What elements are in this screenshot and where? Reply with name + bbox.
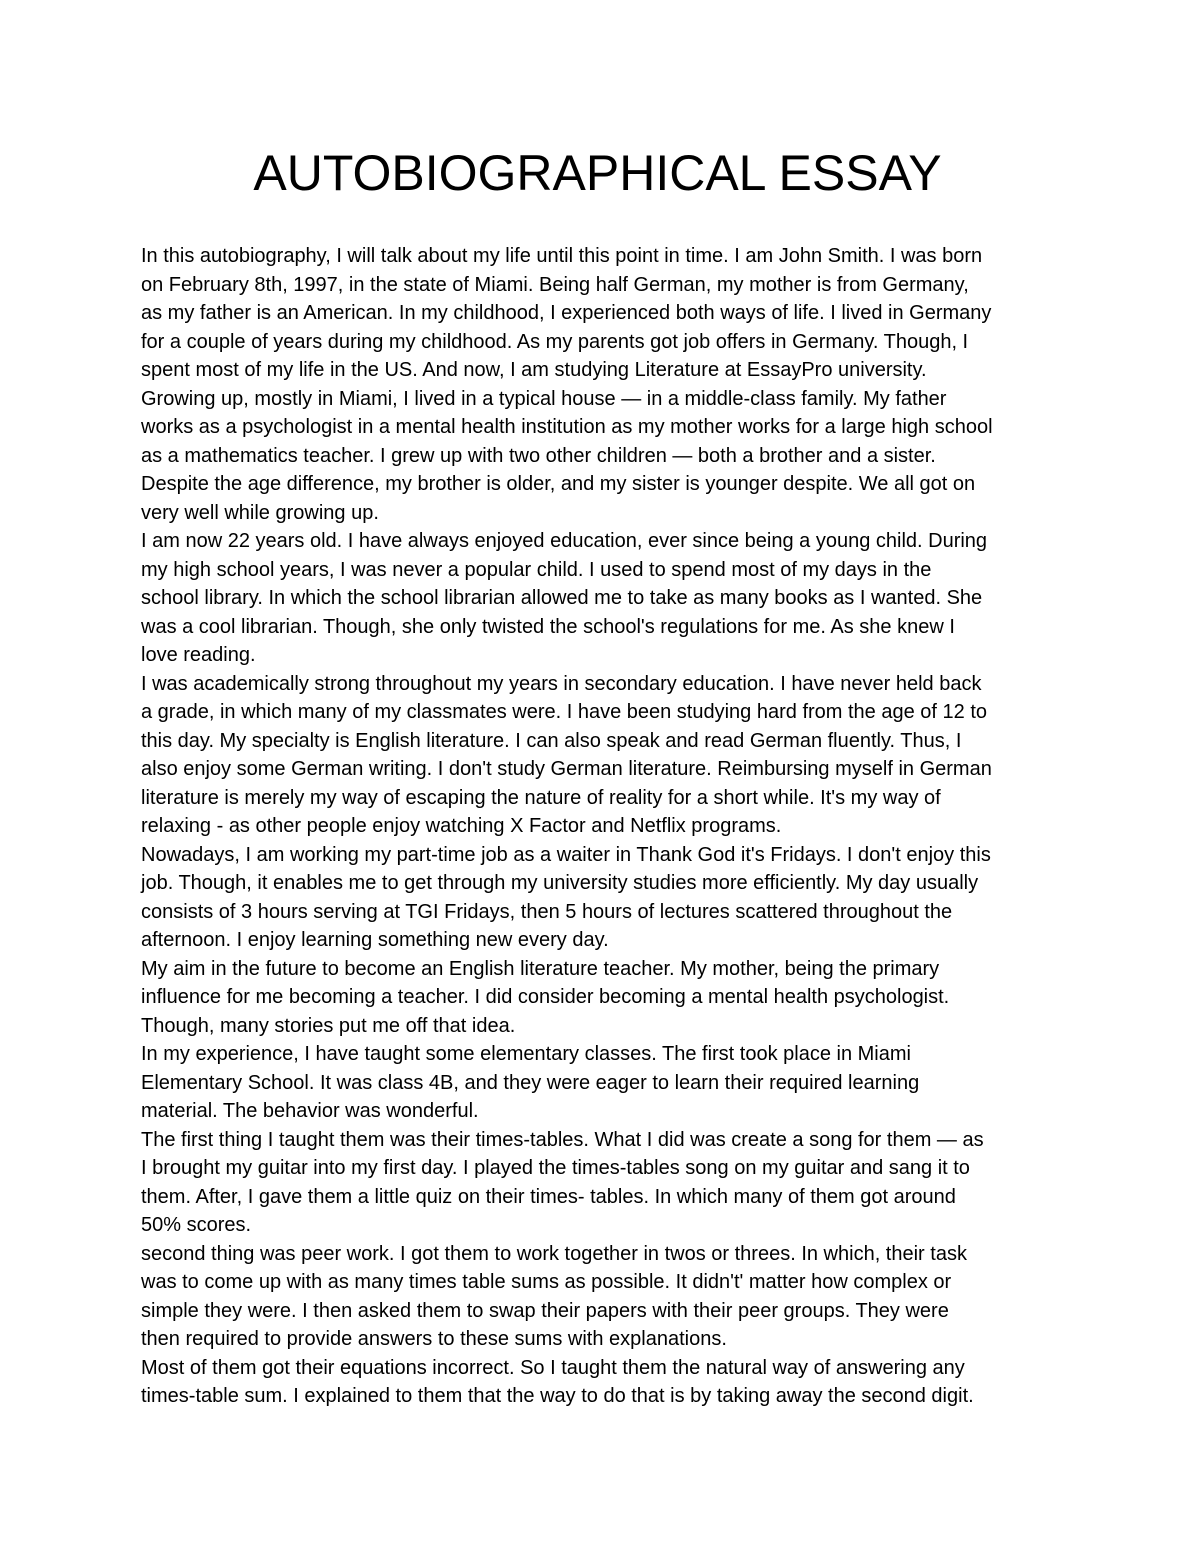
paragraph-line: My aim in the future to become an English literature teacher. My mother, being the primary [141,957,940,980]
paragraph-line: Elementary School. It was class 4B, and they were eager to learn their required learning [141,1071,920,1094]
paragraph-line: I brought my guitar into my first day. I played the times-tables song on my guitar and sang it to [141,1157,970,1179]
essay-paragraph [141,1040,1071,1126]
essay-paragraph [141,955,1071,1041]
paragraph-line: afternoon. I enjoy learning something new every day. [141,929,609,951]
essay-body [141,242,1071,1411]
essay-paragraph [141,841,1071,955]
paragraph-line: them. After, I gave them a little quiz on their times- tables. In which many of them got around [141,1185,956,1208]
essay-paragraph [141,527,1071,670]
paragraph-line: Despite the age difference, my brother is older, and my sister is younger despite. We all got on [141,473,976,495]
paragraph-line: on February 8th, 1997, in the state of Miami. Being half German, my mother is from Germany, [141,273,969,296]
paragraph-line: Most of them got their equations incorrect. So I taught them the natural way of answering any [141,1356,965,1379]
paragraph-line: The first thing I taught them was their times-tables. What I did was create a song for them — as [141,1128,984,1151]
essay-paragraph [141,1354,1071,1411]
paragraph-line: Nowadays, I am working my part-time job as a waiter in Thank God it's Fridays. I don't enjoy this [141,843,991,866]
paragraph-line: very well while growing up. [141,501,379,524]
paragraph-line: simple they were. I then asked them to swap their papers with their peer groups. They were [141,1299,949,1322]
paragraph-line: I am now 22 years old. I have always enjoyed education, ever since being a young child. During [141,530,988,552]
paragraph-line: In this autobiography, I will talk about my life until this point in time. I am John Smith. I was born [141,245,983,267]
paragraph-line: for a couple of years during my childhood. As my parents got job offers in Germany. Though, I [141,330,969,353]
paragraph-line: Growing up, mostly in Miami, I lived in a typical house — in a middle-class family. My father [141,387,947,410]
paragraph-line: consists of 3 hours serving at TGI Fridays, then 5 hours of lectures scattered throughout the [141,900,953,923]
paragraph-line: also enjoy some German writing. I don't study German literature. Reimbursing myself in German [141,758,992,780]
paragraph-line: love reading. [141,644,256,666]
essay-paragraph [141,242,1071,527]
essay-paragraph [141,1126,1071,1240]
paragraph-line: spent most of my life in the US. And now, I am studying Literature at EssayPro university. [141,359,927,381]
paragraph-line: influence for me becoming a teacher. I did consider becoming a mental health psychologist. [141,986,950,1008]
paragraph-line: works as a psychologist in a mental health institution as my mother works for a large high school [141,416,993,438]
paragraph-line: my high school years, I was never a popular child. I used to spend most of my days in the [141,558,932,581]
paragraph-line: In my experience, I have taught some elementary classes. The first took place in Miami [141,1043,911,1065]
paragraph-line: literature is merely my way of escaping the nature of reality for a short while. It's my way of [141,786,941,809]
document-title: AUTOBIOGRAPHICAL ESSAY [253,145,942,201]
paragraph-line: then required to provide answers to these sums with explanations. [141,1328,727,1350]
essay-paragraph [141,670,1071,841]
paragraph-line: job. Though, it enables me to get through my university studies more efficiently. My day usually [141,872,979,894]
paragraph-line: I was academically strong throughout my years in secondary education. I have never held back [141,672,982,695]
paragraph-line: relaxing - as other people enjoy watching X Factor and Netflix programs. [141,815,782,837]
paragraph-line: this day. My specialty is English literature. I can also speak and read German fluently. Thus, I [141,729,962,752]
paragraph-line: was to come up with as many times table sums as possible. It didn't' matter how complex or [141,1271,952,1293]
paragraph-line: material. The behavior was wonderful. [141,1100,479,1122]
paragraph-line: as my father is an American. In my childhood, I experienced both ways of life. I lived in Germany [141,302,992,324]
paragraph-line: 50% scores. [141,1214,252,1236]
paragraph-line: as a mathematics teacher. I grew up with two other children — both a brother and a sister. [141,444,936,467]
paragraph-line: a grade, in which many of my classmates were. I have been studying hard from the age of 12 to [141,701,988,723]
paragraph-line: school library. In which the school librarian allowed me to take as many books as I wanted. She [141,587,983,609]
paragraph-line: Though, many stories put me off that idea. [141,1014,516,1037]
paragraph-line: times-table sum. I explained to them that the way to do that is by taking away the second digit. [141,1385,974,1407]
paragraph-line: second thing was peer work. I got them to work together in twos or threes. In which, their task [141,1242,967,1265]
essay-paragraph [141,1240,1071,1354]
paragraph-line: was a cool librarian. Though, she only twisted the school's regulations for me. As she knew I [141,615,955,638]
